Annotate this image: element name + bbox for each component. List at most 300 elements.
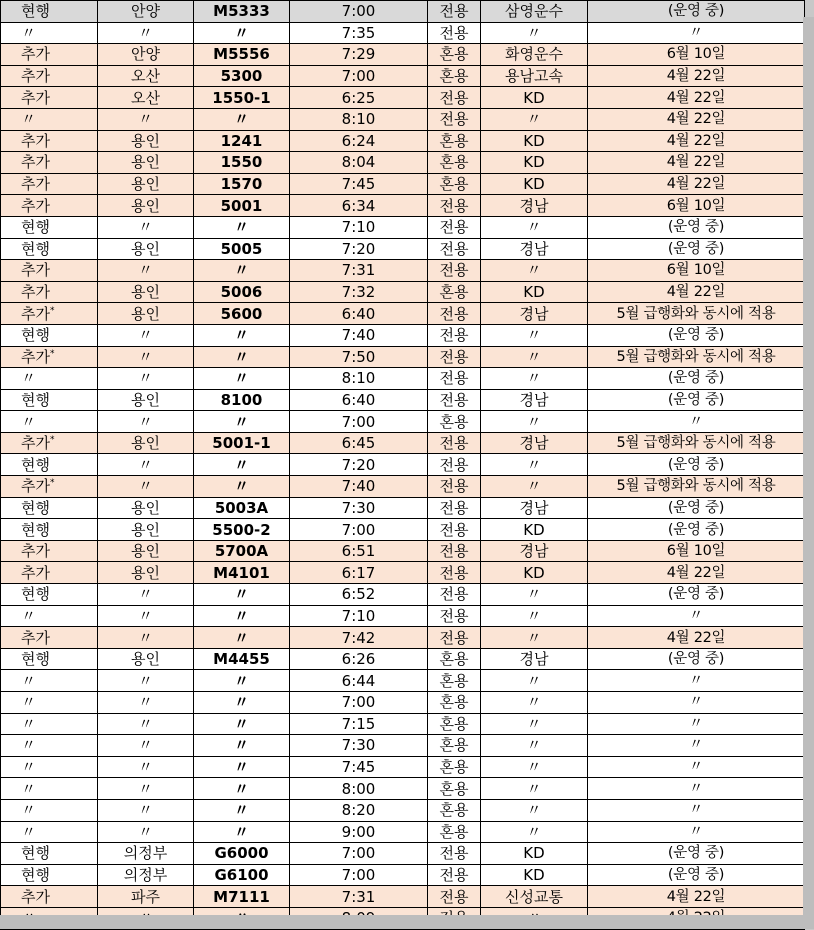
cell-note[interactable] <box>588 368 805 390</box>
cell-type[interactable] <box>1 670 98 692</box>
cell-region[interactable] <box>98 346 194 368</box>
cell-type[interactable] <box>1 584 98 606</box>
cell-company[interactable] <box>481 195 588 217</box>
cell-seat-type[interactable] <box>428 735 481 757</box>
cell-type[interactable] <box>1 713 98 735</box>
cell-type[interactable] <box>1 411 98 433</box>
cell-note[interactable] <box>588 886 805 908</box>
cell-region[interactable] <box>98 821 194 843</box>
cell-seat-type[interactable] <box>428 130 481 152</box>
cell-note[interactable] <box>588 22 805 44</box>
cell-company[interactable] <box>481 692 588 714</box>
cell-region[interactable] <box>98 173 194 195</box>
cell-company[interactable] <box>481 346 588 368</box>
cell-region[interactable] <box>98 216 194 238</box>
cell-type[interactable] <box>1 843 98 865</box>
cell-note[interactable] <box>588 821 805 843</box>
cell-note[interactable] <box>588 173 805 195</box>
cell-region-text: 용인 <box>131 304 160 323</box>
cell-company[interactable] <box>481 216 588 238</box>
cell-time[interactable] <box>290 584 428 606</box>
cell-type[interactable] <box>1 497 98 519</box>
cell-route[interactable] <box>194 778 290 800</box>
cell-note[interactable] <box>588 346 805 368</box>
cell-route[interactable] <box>194 735 290 757</box>
cell-company[interactable] <box>481 22 588 44</box>
cell-route[interactable] <box>194 454 290 476</box>
cell-region[interactable] <box>98 713 194 735</box>
cell-region[interactable] <box>98 843 194 865</box>
cell-route[interactable] <box>194 324 290 346</box>
cell-time[interactable] <box>290 324 428 346</box>
cell-region[interactable] <box>98 519 194 541</box>
cell-seat-type[interactable] <box>428 346 481 368</box>
cell-company[interactable] <box>481 605 588 627</box>
cell-time[interactable] <box>290 886 428 908</box>
cell-time[interactable] <box>290 670 428 692</box>
cell-region[interactable] <box>98 195 194 217</box>
cell-time[interactable] <box>290 44 428 66</box>
cell-seat-type[interactable] <box>428 756 481 778</box>
cell-type[interactable] <box>1 346 98 368</box>
cell-region[interactable] <box>98 497 194 519</box>
cell-route[interactable] <box>194 152 290 174</box>
cell-seat-type[interactable] <box>428 713 481 735</box>
cell-seat-type[interactable] <box>428 303 481 325</box>
cell-region[interactable] <box>98 692 194 714</box>
cell-company[interactable] <box>481 648 588 670</box>
cell-type[interactable] <box>1 303 98 325</box>
cell-time[interactable] <box>290 152 428 174</box>
cell-seat-type[interactable] <box>428 497 481 519</box>
cell-route[interactable] <box>194 216 290 238</box>
cell-seat-type[interactable] <box>428 65 481 87</box>
cell-note[interactable] <box>588 497 805 519</box>
cell-route[interactable] <box>194 648 290 670</box>
cell-company[interactable] <box>481 497 588 519</box>
cell-seat-type[interactable] <box>428 670 481 692</box>
cell-route[interactable] <box>194 65 290 87</box>
cell-company[interactable] <box>481 627 588 649</box>
cell-seat-type[interactable] <box>428 821 481 843</box>
cell-time[interactable] <box>290 692 428 714</box>
cell-route[interactable] <box>194 692 290 714</box>
cell-company[interactable] <box>481 562 588 584</box>
cell-time[interactable] <box>290 368 428 390</box>
cell-time[interactable] <box>290 195 428 217</box>
cell-note[interactable] <box>588 411 805 433</box>
cell-seat-type[interactable] <box>428 44 481 66</box>
cell-type[interactable] <box>1 216 98 238</box>
cell-seat-type[interactable] <box>428 411 481 433</box>
cell-seat-type[interactable] <box>428 584 481 606</box>
cell-region[interactable] <box>98 648 194 670</box>
cell-type[interactable] <box>1 195 98 217</box>
cell-time[interactable] <box>290 260 428 282</box>
cell-time[interactable] <box>290 1 428 23</box>
cell-note[interactable] <box>588 454 805 476</box>
cell-type[interactable] <box>1 864 98 886</box>
cell-region[interactable] <box>98 584 194 606</box>
cell-type[interactable] <box>1 389 98 411</box>
cell-region[interactable] <box>98 260 194 282</box>
cell-type[interactable] <box>1 735 98 757</box>
cell-type[interactable] <box>1 87 98 109</box>
cell-company[interactable] <box>481 886 588 908</box>
cell-company[interactable] <box>481 389 588 411</box>
cell-seat-type[interactable] <box>428 476 481 498</box>
cell-note[interactable] <box>588 627 805 649</box>
cell-type[interactable] <box>1 756 98 778</box>
cell-region[interactable] <box>98 432 194 454</box>
cell-route-text: 〃 <box>233 714 249 733</box>
cell-note[interactable] <box>588 562 805 584</box>
cell-note[interactable] <box>588 778 805 800</box>
cell-time[interactable] <box>290 65 428 87</box>
cell-seat-type[interactable] <box>428 886 481 908</box>
cell-route[interactable] <box>194 519 290 541</box>
cell-route[interactable] <box>194 821 290 843</box>
cell-time[interactable] <box>290 22 428 44</box>
cell-company[interactable] <box>481 713 588 735</box>
cell-time[interactable] <box>290 605 428 627</box>
cell-company[interactable] <box>481 670 588 692</box>
cell-note[interactable] <box>588 756 805 778</box>
cell-type[interactable] <box>1 65 98 87</box>
cell-time[interactable] <box>290 864 428 886</box>
cell-type[interactable] <box>1 22 98 44</box>
cell-region[interactable] <box>98 238 194 260</box>
cell-seat-type[interactable] <box>428 87 481 109</box>
cell-route[interactable] <box>194 540 290 562</box>
cell-note[interactable] <box>588 65 805 87</box>
cell-time[interactable] <box>290 389 428 411</box>
cell-seat-type[interactable] <box>428 281 481 303</box>
cell-type[interactable] <box>1 821 98 843</box>
cell-route[interactable] <box>194 886 290 908</box>
cell-time[interactable] <box>290 821 428 843</box>
cell-region[interactable] <box>98 670 194 692</box>
cell-note[interactable] <box>588 432 805 454</box>
cell-type[interactable] <box>1 44 98 66</box>
cell-company[interactable] <box>481 540 588 562</box>
cell-company[interactable] <box>481 1 588 23</box>
cell-route[interactable] <box>194 584 290 606</box>
cell-note[interactable] <box>588 303 805 325</box>
cell-seat-type[interactable] <box>428 799 481 821</box>
cell-seat-type[interactable] <box>428 260 481 282</box>
cell-note[interactable] <box>588 1 805 23</box>
cell-note[interactable] <box>588 476 805 498</box>
cell-type[interactable] <box>1 108 98 130</box>
cell-region[interactable] <box>98 368 194 390</box>
cell-type[interactable] <box>1 540 98 562</box>
cell-note[interactable] <box>588 238 805 260</box>
cell-route[interactable] <box>194 22 290 44</box>
cell-route[interactable] <box>194 195 290 217</box>
cell-type[interactable] <box>1 281 98 303</box>
cell-seat-type[interactable] <box>428 778 481 800</box>
cell-seat-type[interactable] <box>428 216 481 238</box>
cell-company[interactable] <box>481 44 588 66</box>
cell-type[interactable] <box>1 799 98 821</box>
cell-route[interactable] <box>194 260 290 282</box>
cell-note[interactable] <box>588 260 805 282</box>
cell-route[interactable] <box>194 389 290 411</box>
cell-type[interactable] <box>1 562 98 584</box>
cell-seat-type[interactable] <box>428 173 481 195</box>
cell-route[interactable] <box>194 108 290 130</box>
cell-note[interactable] <box>588 713 805 735</box>
cell-note[interactable] <box>588 735 805 757</box>
cell-time[interactable] <box>290 238 428 260</box>
cell-route[interactable] <box>194 346 290 368</box>
cell-time[interactable] <box>290 648 428 670</box>
cell-route[interactable] <box>194 843 290 865</box>
cell-region[interactable] <box>98 87 194 109</box>
cell-type[interactable] <box>1 324 98 346</box>
cell-seat-type[interactable] <box>428 368 481 390</box>
cell-company[interactable] <box>481 843 588 865</box>
cell-seat-type[interactable] <box>428 152 481 174</box>
cell-time[interactable] <box>290 303 428 325</box>
cell-time[interactable] <box>290 281 428 303</box>
cell-time[interactable] <box>290 411 428 433</box>
cell-region[interactable] <box>98 476 194 498</box>
cell-type[interactable] <box>1 454 98 476</box>
cell-note[interactable] <box>588 44 805 66</box>
cell-time[interactable] <box>290 476 428 498</box>
cell-company[interactable] <box>481 281 588 303</box>
cell-note[interactable] <box>588 843 805 865</box>
cell-type[interactable] <box>1 260 98 282</box>
cell-note[interactable] <box>588 692 805 714</box>
cell-note[interactable] <box>588 281 805 303</box>
cell-route[interactable] <box>194 627 290 649</box>
cell-seat-type-text: 전용 <box>439 2 469 21</box>
cell-seat-type[interactable] <box>428 195 481 217</box>
cell-type[interactable] <box>1 648 98 670</box>
cell-region[interactable] <box>98 778 194 800</box>
cell-note[interactable] <box>588 584 805 606</box>
cell-route[interactable] <box>194 864 290 886</box>
cell-seat-type[interactable] <box>428 238 481 260</box>
cell-time[interactable] <box>290 497 428 519</box>
cell-seat-type[interactable] <box>428 692 481 714</box>
cell-route[interactable] <box>194 670 290 692</box>
cell-route[interactable] <box>194 605 290 627</box>
cell-time[interactable] <box>290 562 428 584</box>
cell-company[interactable] <box>481 65 588 87</box>
cell-route[interactable] <box>194 281 290 303</box>
cell-seat-type[interactable] <box>428 648 481 670</box>
cell-type[interactable] <box>1 173 98 195</box>
cell-time[interactable] <box>290 130 428 152</box>
cell-company[interactable] <box>481 87 588 109</box>
cell-time[interactable] <box>290 108 428 130</box>
cell-time[interactable] <box>290 540 428 562</box>
cell-region[interactable] <box>98 44 194 66</box>
cell-region[interactable] <box>98 130 194 152</box>
cell-seat-type[interactable] <box>428 562 481 584</box>
cell-company[interactable] <box>481 756 588 778</box>
cell-note[interactable] <box>588 324 805 346</box>
cell-time[interactable] <box>290 778 428 800</box>
cell-region[interactable] <box>98 886 194 908</box>
cell-seat-type-text: 전용 <box>439 866 469 885</box>
cell-route[interactable] <box>194 173 290 195</box>
cell-region[interactable] <box>98 324 194 346</box>
cell-route[interactable] <box>194 238 290 260</box>
cell-company[interactable] <box>481 821 588 843</box>
cell-route[interactable] <box>194 303 290 325</box>
cell-company[interactable] <box>481 476 588 498</box>
cell-company[interactable] <box>481 173 588 195</box>
cell-region[interactable] <box>98 65 194 87</box>
cell-time[interactable] <box>290 799 428 821</box>
cell-seat-type[interactable] <box>428 454 481 476</box>
cell-company[interactable] <box>481 238 588 260</box>
cell-company[interactable] <box>481 454 588 476</box>
cell-region[interactable] <box>98 1 194 23</box>
cell-company[interactable] <box>481 260 588 282</box>
cell-time[interactable] <box>290 216 428 238</box>
cell-time[interactable] <box>290 432 428 454</box>
cell-seat-type[interactable] <box>428 22 481 44</box>
cell-seat-type[interactable] <box>428 324 481 346</box>
cell-region[interactable] <box>98 799 194 821</box>
cell-type[interactable] <box>1 368 98 390</box>
cell-company[interactable] <box>481 864 588 886</box>
cell-route[interactable] <box>194 411 290 433</box>
cell-type[interactable] <box>1 627 98 649</box>
cell-region[interactable] <box>98 152 194 174</box>
cell-company[interactable] <box>481 778 588 800</box>
cell-seat-type[interactable] <box>428 432 481 454</box>
cell-note[interactable] <box>588 389 805 411</box>
cell-route[interactable] <box>194 44 290 66</box>
cell-time[interactable] <box>290 173 428 195</box>
cell-route[interactable] <box>194 476 290 498</box>
cell-time[interactable] <box>290 843 428 865</box>
cell-company[interactable] <box>481 130 588 152</box>
cell-note[interactable] <box>588 216 805 238</box>
cell-company[interactable] <box>481 432 588 454</box>
cell-company[interactable] <box>481 799 588 821</box>
cell-note[interactable] <box>588 799 805 821</box>
cell-route[interactable] <box>194 1 290 23</box>
cell-time[interactable] <box>290 735 428 757</box>
cell-route[interactable] <box>194 562 290 584</box>
cell-seat-type[interactable] <box>428 519 481 541</box>
cell-note[interactable] <box>588 152 805 174</box>
cell-route[interactable] <box>194 87 290 109</box>
cell-time[interactable] <box>290 519 428 541</box>
cell-region[interactable] <box>98 735 194 757</box>
cell-region[interactable] <box>98 756 194 778</box>
cell-note[interactable] <box>588 648 805 670</box>
cell-type[interactable] <box>1 238 98 260</box>
cell-region[interactable] <box>98 627 194 649</box>
cell-type[interactable] <box>1 519 98 541</box>
cell-route[interactable] <box>194 497 290 519</box>
cell-seat-type-text: 혼용 <box>439 779 469 798</box>
cell-route[interactable] <box>194 713 290 735</box>
cell-type[interactable] <box>1 432 98 454</box>
cell-seat-type[interactable] <box>428 108 481 130</box>
cell-note[interactable] <box>588 864 805 886</box>
cell-region[interactable] <box>98 303 194 325</box>
cell-region[interactable] <box>98 411 194 433</box>
cell-seat-type[interactable] <box>428 627 481 649</box>
cell-note[interactable] <box>588 605 805 627</box>
cell-region[interactable] <box>98 454 194 476</box>
cell-seat-type[interactable] <box>428 389 481 411</box>
cell-route[interactable] <box>194 799 290 821</box>
cell-time[interactable] <box>290 713 428 735</box>
cell-company[interactable] <box>481 411 588 433</box>
cell-seat-type-text: 전용 <box>439 23 469 42</box>
cell-route[interactable] <box>194 368 290 390</box>
cell-route[interactable] <box>194 756 290 778</box>
cell-company[interactable] <box>481 735 588 757</box>
cell-company[interactable] <box>481 152 588 174</box>
cell-region[interactable] <box>98 540 194 562</box>
cell-note[interactable] <box>588 540 805 562</box>
cell-company[interactable] <box>481 324 588 346</box>
cell-company[interactable] <box>481 303 588 325</box>
cell-route[interactable] <box>194 432 290 454</box>
cell-type[interactable] <box>1 605 98 627</box>
cell-seat-type[interactable] <box>428 540 481 562</box>
cell-company[interactable] <box>481 108 588 130</box>
cell-company[interactable] <box>481 368 588 390</box>
cell-region[interactable] <box>98 281 194 303</box>
cell-time[interactable] <box>290 454 428 476</box>
cell-note[interactable] <box>588 130 805 152</box>
cell-seat-type[interactable] <box>428 843 481 865</box>
cell-note[interactable] <box>588 87 805 109</box>
cell-region[interactable] <box>98 108 194 130</box>
cell-seat-type[interactable] <box>428 864 481 886</box>
cell-type[interactable] <box>1 152 98 174</box>
cell-company[interactable] <box>481 584 588 606</box>
cell-company[interactable] <box>481 519 588 541</box>
cell-region[interactable] <box>98 562 194 584</box>
cell-type[interactable] <box>1 778 98 800</box>
cell-note[interactable] <box>588 195 805 217</box>
cell-note[interactable] <box>588 670 805 692</box>
cell-time[interactable] <box>290 346 428 368</box>
cell-seat-type[interactable] <box>428 1 481 23</box>
cell-type[interactable] <box>1 1 98 23</box>
cell-route[interactable] <box>194 130 290 152</box>
cell-seat-type[interactable] <box>428 605 481 627</box>
cell-type[interactable] <box>1 130 98 152</box>
cell-type[interactable] <box>1 692 98 714</box>
cell-type[interactable] <box>1 476 98 498</box>
cell-region[interactable] <box>98 389 194 411</box>
cell-region[interactable] <box>98 864 194 886</box>
cell-note[interactable] <box>588 519 805 541</box>
cell-region[interactable] <box>98 22 194 44</box>
cell-region[interactable] <box>98 605 194 627</box>
cell-time[interactable] <box>290 87 428 109</box>
cell-note[interactable] <box>588 108 805 130</box>
cell-type[interactable] <box>1 886 98 908</box>
cell-time[interactable] <box>290 627 428 649</box>
cell-time[interactable] <box>290 756 428 778</box>
